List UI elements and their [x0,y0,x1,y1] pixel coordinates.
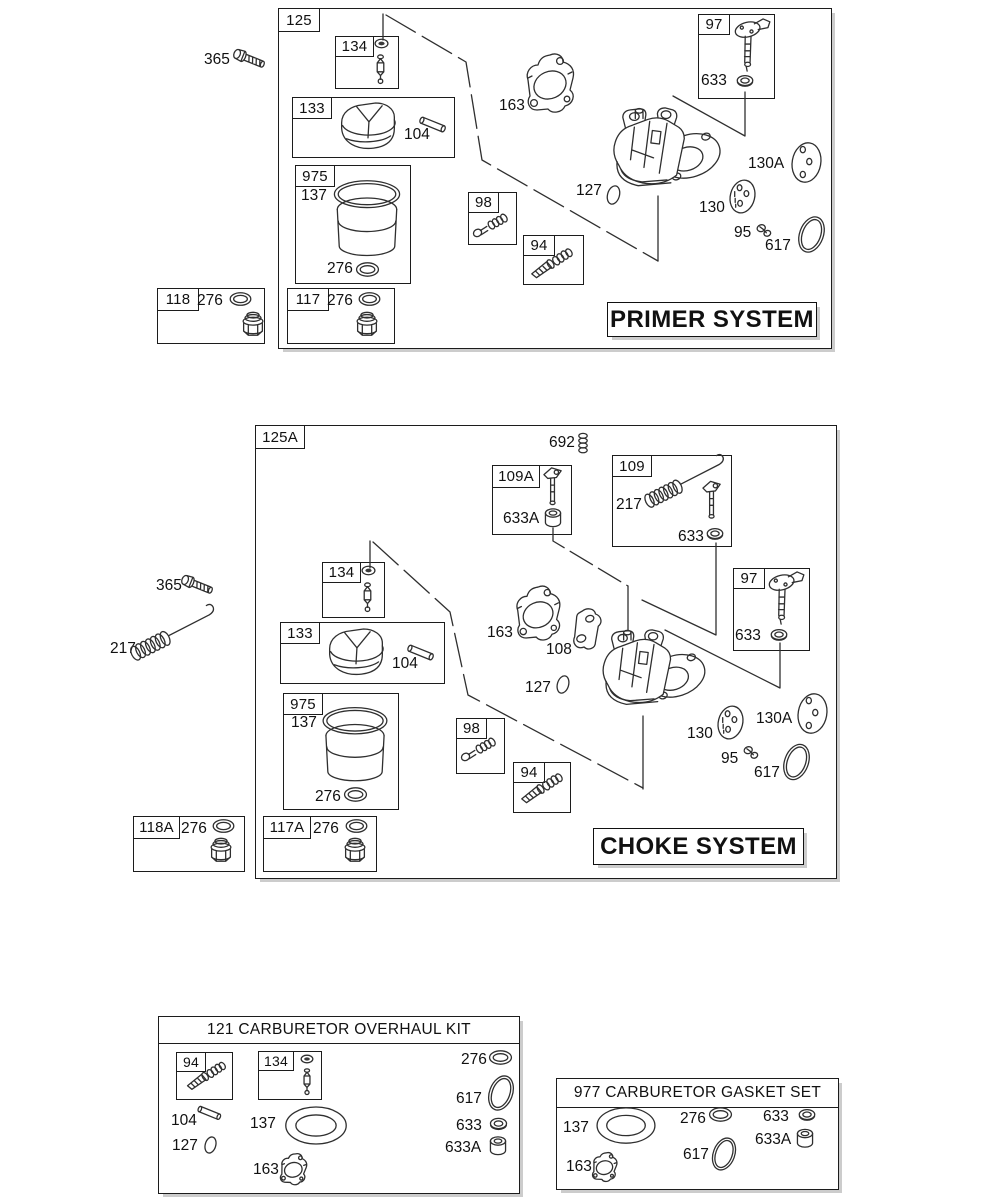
part-tab-97-primer [698,14,730,35]
callout-130-choke: 130 [687,725,713,742]
callout-127-choke: 127 [525,679,551,696]
part-tab-118 [157,288,199,311]
callout-633-97c: 633 [735,627,761,644]
gasket-set-panel [556,1078,839,1190]
part-tab-134-label: 134 [341,38,368,55]
callout-276-gasket: 276 [680,1110,706,1127]
callout-365-primer: 365 [204,51,230,68]
part-tab-109A-label: 109A [498,468,534,485]
group-tab-125A-label: 125A [262,428,298,446]
primer-system-title: PRIMER SYSTEM [610,305,814,333]
callout-217-109: 217 [616,496,642,513]
choke-system-title-plaque [593,828,804,865]
part-tab-975c-label: 975 [290,695,316,713]
group-tab-125 [278,8,320,32]
part-tab-134-choke [322,562,361,583]
callout-633-kit: 633 [456,1117,482,1134]
callout-276-117A: 276 [313,820,339,837]
part-tab-94-primer [523,235,555,256]
callout-104-primer: 104 [404,126,430,143]
part-tab-98-label: 98 [474,194,493,211]
callout-130A-choke: 130A [756,710,793,727]
part-tab-133-label: 133 [299,99,325,117]
part-tab-97-label: 97 [705,16,723,33]
callout-95-choke: 95 [721,750,739,767]
callout-163-primer: 163 [499,97,525,114]
gasket-set-title-bar [557,1079,838,1108]
part-tab-117 [287,288,329,311]
callout-163-choke: 163 [487,624,513,641]
part-tab-134k-label: 134 [264,1053,288,1069]
part-tab-94-kit [176,1052,206,1072]
part-tab-134c-label: 134 [328,564,355,581]
callout-127-kit: 127 [172,1137,198,1154]
callout-137-primer: 137 [301,187,327,204]
callout-633A-kit: 633A [445,1139,482,1156]
part-tab-109A [492,465,540,488]
part-tab-109 [612,455,652,477]
part-tab-97c-label: 97 [740,570,758,587]
part-tab-97-choke [733,568,765,589]
part-tab-98-primer [468,192,499,213]
part-tab-94-choke [513,762,545,783]
callout-130-primer: 130 [699,199,725,216]
callout-130A-primer: 130A [748,155,785,172]
part-tab-94k-label: 94 [183,1054,199,1070]
bolt-icon-365-primer [232,48,266,70]
part-tab-133c-label: 133 [287,624,313,642]
callout-633A-gasket: 633A [755,1131,792,1148]
part-tab-117A [263,816,311,839]
callout-137-gasket: 137 [563,1119,589,1136]
callout-108: 108 [546,641,572,658]
overhaul-kit-title-bar [159,1017,519,1044]
callout-365-choke: 365 [156,577,182,594]
callout-163-kit: 163 [253,1161,279,1178]
callout-95-primer: 95 [734,224,752,241]
callout-633-primer: 633 [701,72,727,89]
callout-276-bowl-choke: 276 [315,788,341,805]
part-tab-109-label: 109 [619,457,645,475]
callout-163-gasket: 163 [566,1158,592,1175]
part-tab-118A-label: 118A [139,819,174,836]
callout-104-choke: 104 [392,655,418,672]
callout-617-gasket: 617 [683,1146,709,1163]
callout-137-kit: 137 [250,1115,276,1132]
part-tab-134-primer [335,36,374,57]
group-tab-125A [255,425,305,449]
part-tab-118-label: 118 [165,291,191,308]
part-tab-975-label: 975 [302,167,328,185]
callout-127-primer: 127 [576,182,602,199]
overhaul-kit-title: 121 CARBURETOR OVERHAUL KIT [207,1021,471,1038]
callout-617-primer: 617 [765,237,791,254]
callout-617-choke: 617 [754,764,780,781]
part-tab-117A-label: 117A [269,819,305,836]
choke-system-title: CHOKE SYSTEM [600,832,797,860]
callout-276-bowl-primer: 276 [327,260,353,277]
bolt-icon-365-choke [180,574,214,596]
callout-633-gasket: 633 [763,1108,789,1125]
callout-633-109: 633 [678,528,704,545]
group-tab-125-label: 125 [286,11,312,29]
callout-276-118A: 276 [181,820,207,837]
part-tab-133-choke [280,622,320,644]
part-tab-98-choke [456,718,487,739]
part-tab-98c-label: 98 [462,720,481,737]
spring-icon-217-choke [129,604,214,661]
gasket-set-title: 977 CARBURETOR GASKET SET [573,1084,822,1101]
callout-617-kit: 617 [456,1090,482,1107]
callout-633A-109A: 633A [503,510,540,527]
part-tab-134-kit [258,1051,294,1071]
part-tab-133-primer [292,97,332,119]
callout-137-choke: 137 [291,714,317,731]
part-tab-94c-label: 94 [520,764,538,781]
callout-217-choke: 217 [110,640,136,657]
callout-276-117: 276 [327,292,353,309]
part-tab-117-label: 117 [295,291,321,308]
part-tab-975-primer [295,165,335,187]
part-tab-94-label: 94 [530,237,548,254]
part-tab-118A [133,816,180,839]
callout-276-kit: 276 [461,1051,487,1068]
callout-104-kit: 104 [171,1112,197,1129]
part-tab-975-choke [283,693,323,715]
callout-692: 692 [549,434,575,451]
primer-system-title-plaque [607,302,817,337]
callout-276-118: 276 [197,292,223,309]
